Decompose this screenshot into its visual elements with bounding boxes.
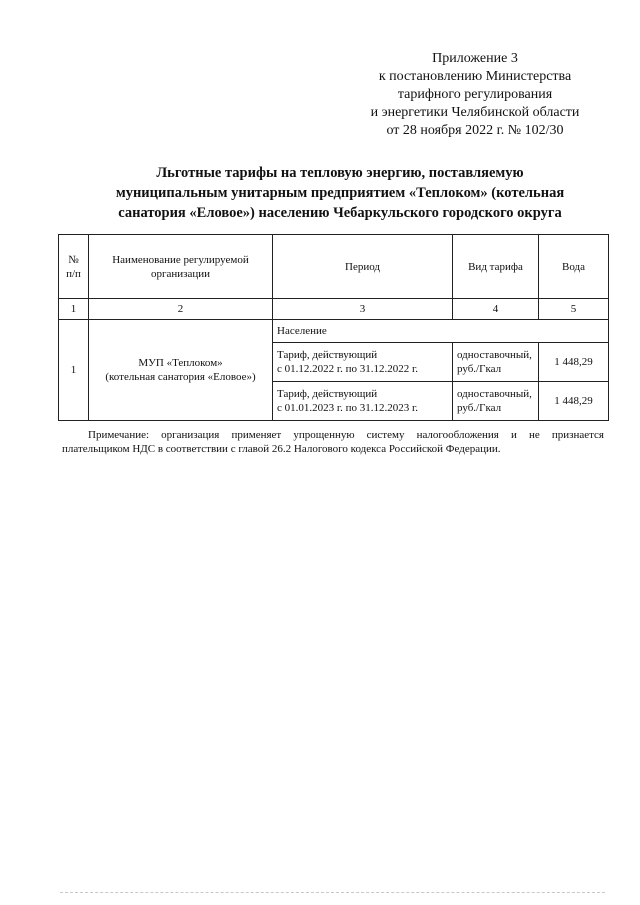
appendix-ref-line: и энергетики Челябинской области — [370, 105, 580, 120]
table-row — [59, 320, 609, 343]
column-number: 2 — [89, 299, 273, 320]
header-period: Период — [273, 235, 453, 299]
tariff-value: 1 448,29 — [539, 343, 609, 382]
tariff-type: одноставочный, руб./Гкал — [453, 343, 539, 382]
tariff-value: 1 448,29 — [539, 382, 609, 421]
footnote — [62, 428, 604, 456]
appendix-date-number: от 28 ноября 2022 г. № 102/30 — [386, 123, 564, 138]
column-number: 3 — [273, 299, 453, 320]
header-organization: Наименование регулируемой организации — [89, 235, 273, 299]
footnote-line: Примечание: организация применяет упрощенную систему налогообложения и не признается — [88, 429, 604, 441]
footnote-line: плательщиком НДС в соответствии с главой 26.2 Налогового кодекса Российской Федерации. — [62, 443, 501, 455]
appendix-ref-line: тарифного регулирования — [397, 87, 553, 102]
appendix-header — [340, 50, 610, 140]
organization-name: МУП «Теплоком» (котельная санатория «Еловое») — [89, 320, 273, 421]
scan-artifact-divider — [60, 892, 605, 893]
header-tariff-type: Вид тарифа — [453, 235, 539, 299]
column-number: 4 — [453, 299, 539, 320]
title-line: Льготные тарифы на тепловую энергию, поставляемую — [156, 165, 524, 181]
tariff-type: одноставочный, руб./Гкал — [453, 382, 539, 421]
appendix-number: Приложение 3 — [432, 51, 518, 66]
header-water: Вода — [539, 235, 609, 299]
document-title — [60, 163, 620, 223]
row-number: 1 — [59, 320, 89, 421]
title-line: санатория «Еловое») населению Чебаркульского городского округа — [118, 205, 562, 221]
column-number-row — [59, 299, 609, 320]
column-number: 1 — [59, 299, 89, 320]
tariff-period: Тариф, действующий с 01.12.2022 г. по 31.12.2022 г. — [273, 343, 453, 382]
column-number: 5 — [539, 299, 609, 320]
header-number: № п/п — [59, 235, 89, 299]
consumer-group: Население — [273, 320, 609, 343]
title-line: муниципальным унитарным предприятием «Теплоком» (котельная — [115, 185, 565, 201]
table-header-row — [59, 235, 609, 299]
tariff-table — [58, 234, 609, 421]
appendix-ref-line: к постановлению Министерства — [378, 69, 572, 84]
tariff-period: Тариф, действующий с 01.01.2023 г. по 31.12.2023 г. — [273, 382, 453, 421]
